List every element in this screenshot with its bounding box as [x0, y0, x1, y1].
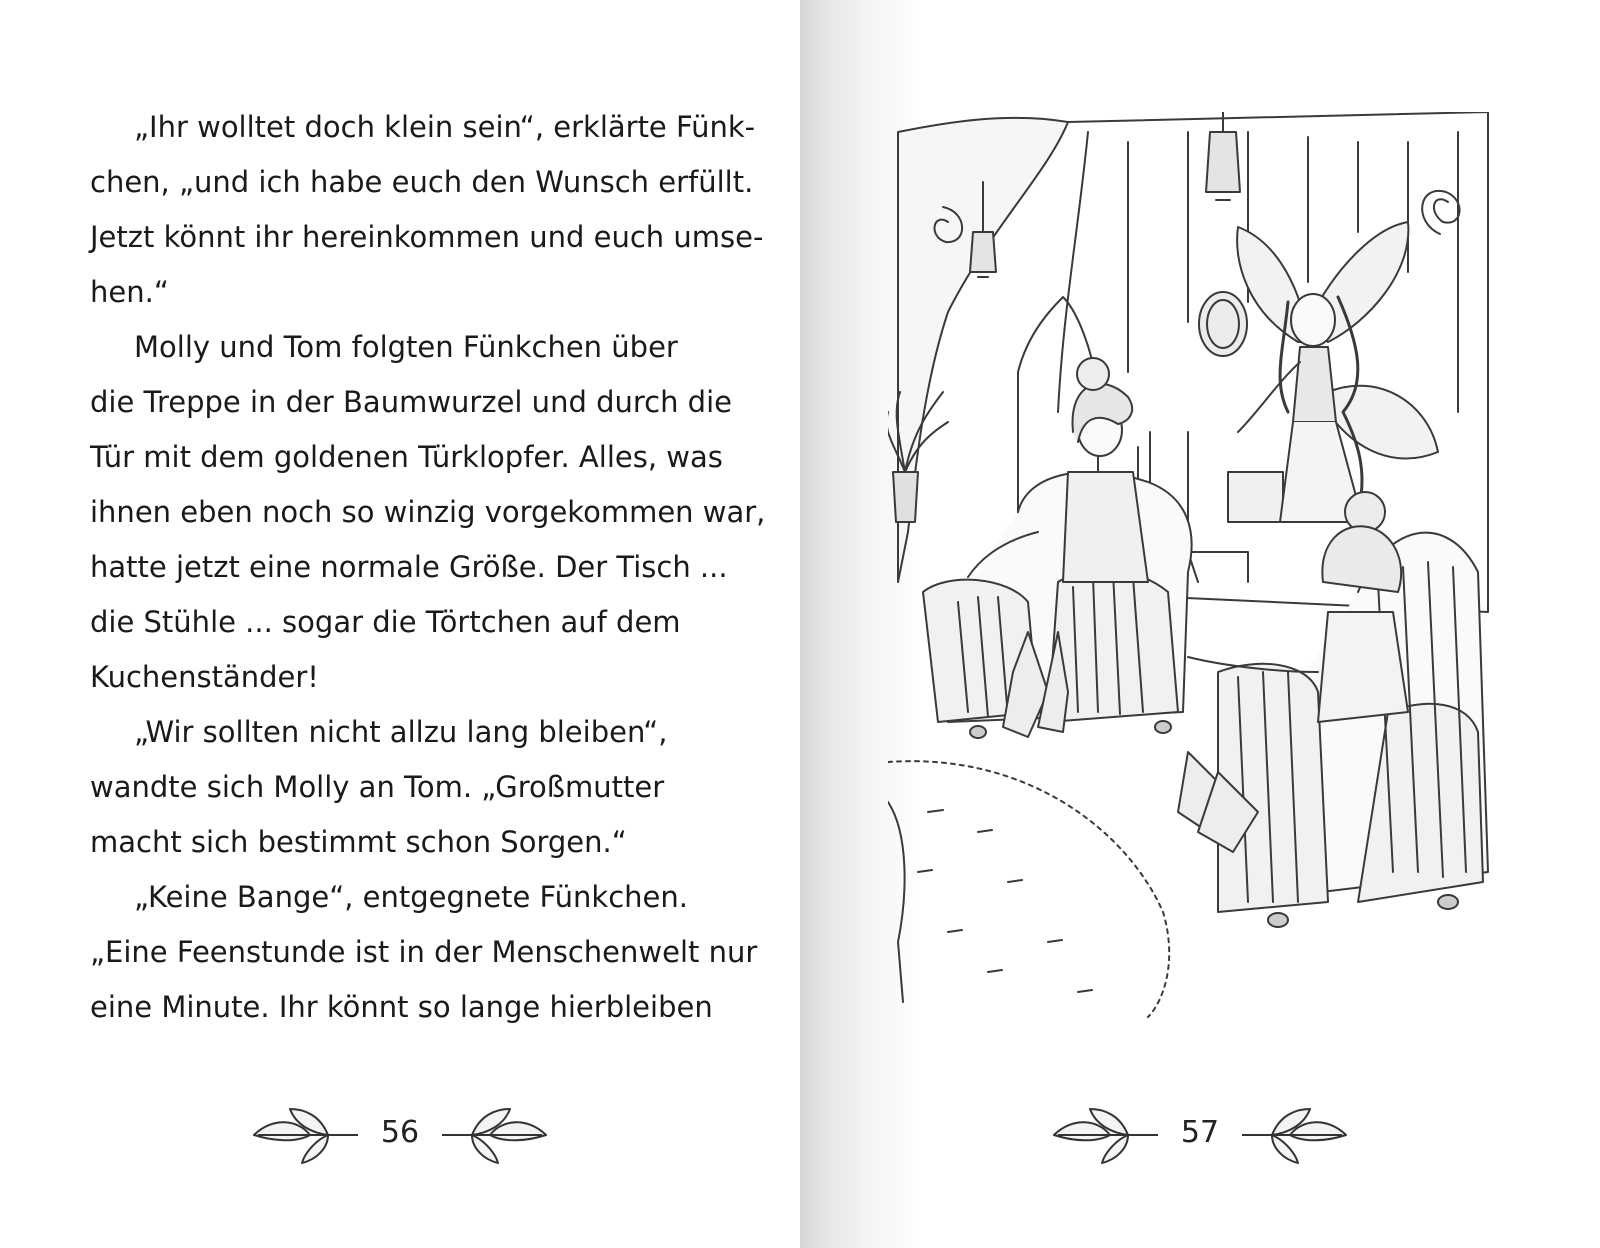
page-number: 57 [1180, 1115, 1220, 1150]
story-illustration [888, 112, 1508, 1032]
text-line: Jetzt könnt ihr hereinkommen und euch umse- [90, 220, 764, 254]
round-rug [888, 761, 1169, 1017]
text-line: hatte jetzt eine normale Größe. Der Tisch ... [90, 550, 728, 584]
text-line: hen.“ [90, 275, 169, 309]
text-line: die Stühle ... sogar die Törtchen auf dem [90, 605, 681, 639]
text-line: „Keine Bange“, entgegnete Fünkchen. [134, 880, 688, 914]
text-line: wandte sich Molly an Tom. „Großmutter [90, 770, 665, 804]
body-text [90, 100, 766, 1035]
armchair-right [1218, 533, 1488, 927]
text-line: ihnen eben noch so winzig vorgekommen war, [90, 495, 766, 529]
text-line: eine Minute. Ihr könnt so lange hierbleiben [90, 990, 713, 1024]
leaf-ornament-icon [440, 1105, 550, 1165]
text-line: Molly und Tom folgten Fünkchen über [134, 330, 678, 364]
tree-interior-wall [898, 112, 1488, 612]
text-line: Tür mit dem goldenen Türklopfer. Alles, was [90, 440, 723, 474]
text-line: „Wir sollten nicht allzu lang bleiben“, [134, 715, 668, 749]
text-line: chen, „und ich habe euch den Wunsch erfüllt. [90, 165, 754, 199]
leaf-ornament-icon [1240, 1105, 1350, 1165]
hanging-lantern-icon [1206, 112, 1240, 200]
text-line: „Ihr wolltet doch klein sein“, erklärte Fünk- [134, 110, 756, 144]
text-line: die Treppe in der Baumwurzel und durch die [90, 385, 732, 419]
text-line: „Eine Feenstunde ist in der Menschenwelt nur [90, 935, 758, 969]
page-number: 56 [380, 1115, 420, 1150]
page-number-ornament [250, 1105, 550, 1165]
page-number-ornament [1050, 1105, 1350, 1165]
text-line: macht sich bestimmt schon Sorgen.“ [90, 825, 627, 859]
text-line: Kuchenständer! [90, 660, 319, 694]
